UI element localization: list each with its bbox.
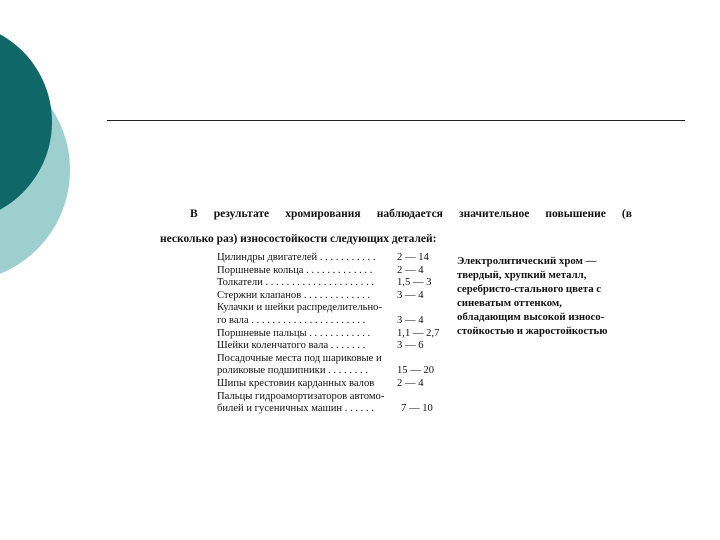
- row-value: 15 — 20: [397, 365, 435, 377]
- table-row: [217, 365, 503, 378]
- intro-word: (в: [621, 208, 632, 220]
- table-row: [217, 391, 503, 404]
- row-label: Толкатели . . . . . . . . . . . . . . . . . . . . .: [217, 277, 375, 289]
- title-rule: [107, 120, 685, 121]
- table-row: [217, 403, 503, 416]
- intro-word: повышение: [545, 208, 606, 220]
- intro-line-1: [160, 208, 640, 225]
- row-value: 3 — 6: [397, 340, 424, 352]
- table-row: [217, 378, 503, 391]
- row-value: 3 — 4: [397, 289, 424, 301]
- content-columns: [160, 252, 640, 415]
- row-value: 2 — 4: [397, 264, 424, 276]
- row-label: Цилиндры двигателей . . . . . . . . . . .: [217, 252, 376, 263]
- row-label: го вала . . . . . . . . . . . . . . . . . . . . . .: [217, 314, 366, 326]
- row-value: 2 — 14: [397, 252, 429, 263]
- row-value: 7 — 10: [401, 403, 433, 415]
- row-label: Кулачки и шейки распределительно-: [217, 302, 382, 314]
- row-label: билей и гусеничных машин . . . . . .: [217, 403, 374, 415]
- note-line: стойкостью и жаростойкостью: [457, 325, 608, 338]
- note-line: твердый, хрупкий металл,: [457, 269, 587, 282]
- intro-line-2: несколько раз) износостойкости следующих деталей:: [160, 233, 437, 245]
- note-line: синеватым оттенком,: [457, 297, 562, 310]
- row-value: 3 — 4: [397, 314, 424, 326]
- note-line: обладающим высокой износо-: [457, 311, 605, 324]
- chrome-description: [457, 254, 647, 338]
- note-line: Электролитический хром —: [457, 255, 597, 267]
- table-row: [217, 353, 503, 366]
- row-label: Поршневые кольца . . . . . . . . . . . . .: [217, 264, 373, 276]
- intro-word: хромирования: [285, 208, 361, 220]
- decorative-circles: [0, 0, 100, 300]
- row-label: Посадочные места под шариковые и: [217, 352, 382, 364]
- intro-word: наблюдается: [376, 208, 443, 220]
- scanned-text-block: [160, 208, 640, 415]
- row-value: 2 — 4: [397, 377, 424, 389]
- row-label: Шейки коленчатого вала . . . . . . .: [217, 340, 366, 352]
- row-label: Стержни клапанов . . . . . . . . . . . . .: [217, 289, 371, 301]
- intro-word: значительное: [458, 208, 530, 220]
- table-row: [217, 340, 503, 353]
- row-label: Шипы крестовин карданных валов: [217, 377, 375, 389]
- row-label: роликовые подшипники . . . . . . . .: [217, 365, 368, 377]
- intro-word: результате: [213, 208, 270, 220]
- row-value: 1,1 — 2,7: [397, 327, 440, 339]
- row-value: 1,5 — 3: [397, 277, 432, 289]
- intro-word: В: [190, 208, 198, 220]
- note-line: серебристо-стального цвета с: [457, 283, 602, 296]
- row-label: Поршневые пальцы . . . . . . . . . . . .: [217, 327, 371, 339]
- row-label: Пальцы гидроамортизаторов автомо-: [217, 390, 385, 402]
